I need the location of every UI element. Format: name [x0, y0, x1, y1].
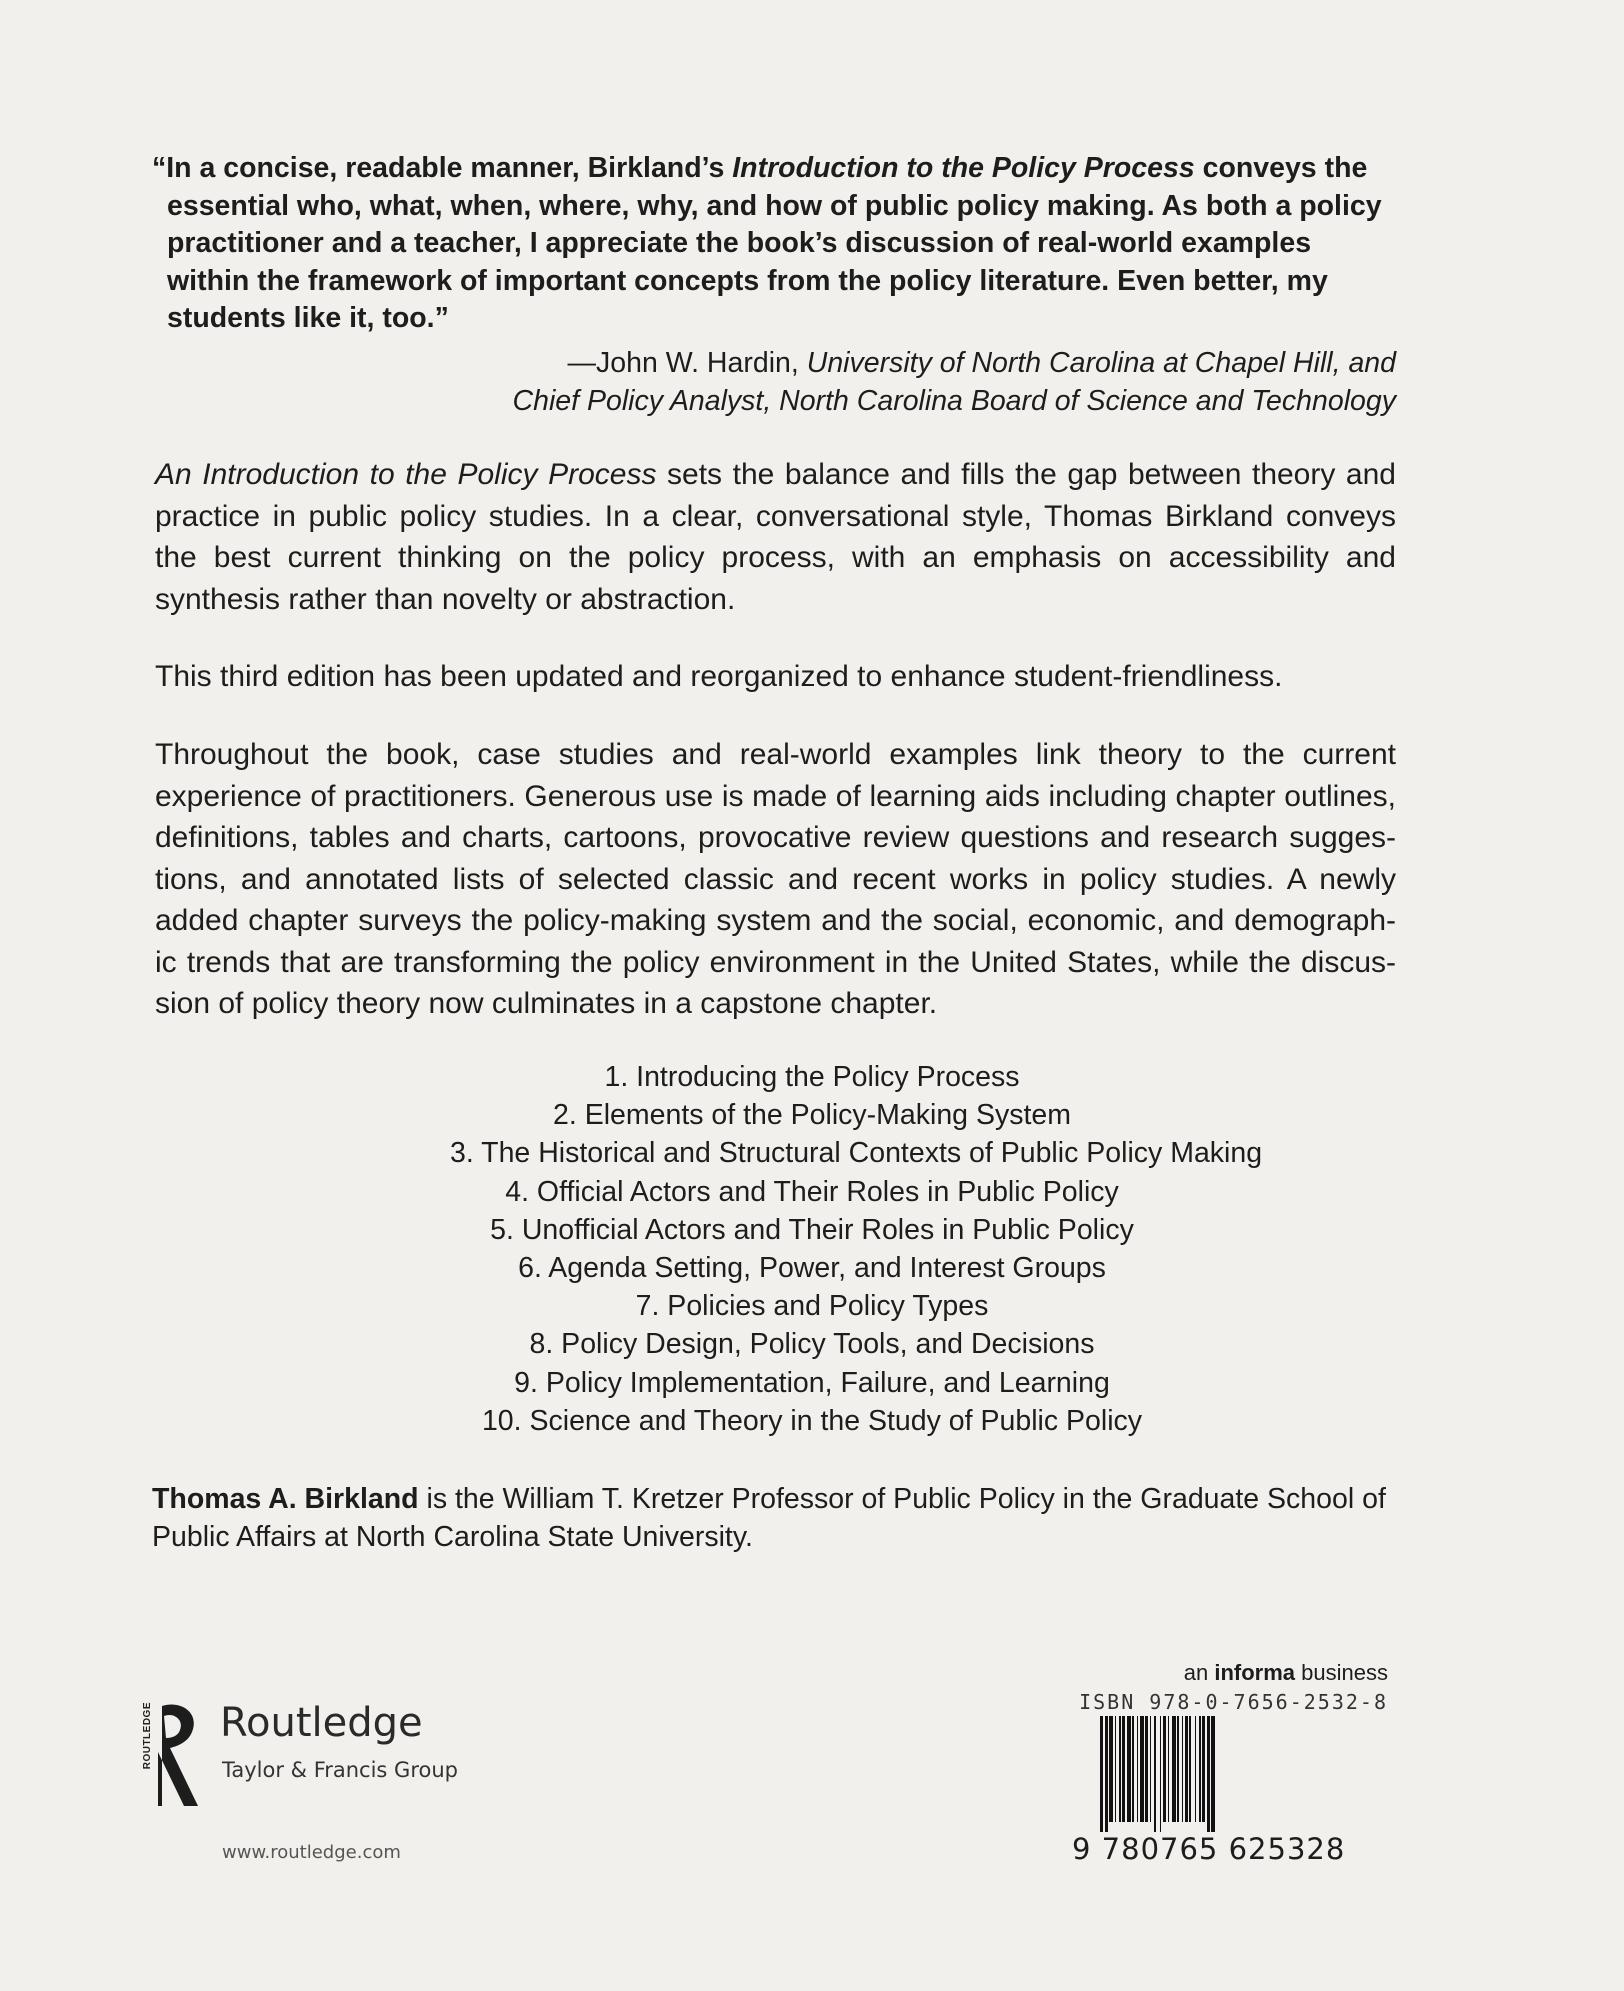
description-paragraph: Throughout the book, case studies and real-world examples link theory to the current experience of practitioners. Generous use is made of learning aids including chapter outlines, definitions, tables and charts, cartoons, provocative review questions and research sugges- tions, and annotated lists of selected classic and recent works in policy studies. A newly added chapter surveys the policy-making system and the social, economic, and demograph- ic trends that are transforming the policy environment in the United States, while the discus- sion of policy theory now culminates in a capstone chapter. [155, 738, 1396, 1020]
barcode-bar [1137, 1716, 1138, 1822]
barcode-bar [1177, 1716, 1179, 1822]
attribution-name: —John W. Hardin, [567, 347, 807, 379]
barcode-bar [1207, 1716, 1210, 1832]
barcode-bar [1127, 1716, 1131, 1822]
barcode-bar [1189, 1716, 1191, 1822]
barcode-bar [1109, 1716, 1113, 1822]
barcode-bar [1150, 1716, 1151, 1822]
barcode-bar [1168, 1716, 1169, 1822]
barcode-bar [1195, 1716, 1196, 1822]
publisher-url: www.routledge.com [222, 1842, 401, 1863]
barcode-icon [1098, 1716, 1362, 1832]
toc-item: 1. Introducing the Policy Process [604, 1061, 1020, 1093]
attribution-affiliation: University of North Carolina at Chapel Hill, and [806, 347, 1396, 379]
toc-item: 4. Official Actors and Their Roles in Public Policy [505, 1175, 1119, 1208]
endorsement-quote [152, 150, 1392, 338]
barcode-bar [1115, 1716, 1116, 1822]
toc-item: 9. Policy Implementation, Failure, and Learning [514, 1366, 1110, 1399]
author-name: Thomas A. Birkland [152, 1483, 419, 1515]
barcode-digits: 9 780765 625328 [1072, 1832, 1346, 1866]
barcode-bar [1163, 1716, 1166, 1822]
quote-line: within the framework of important concepts from the policy literature. Even better, my [167, 264, 1328, 297]
barcode-bar [1100, 1716, 1103, 1832]
barcode-bar [1132, 1716, 1134, 1822]
toc-item: 10. Science and Theory in the Study of Public Policy [481, 1404, 1143, 1437]
toc-item: 2. Elements of the Policy-Making System [553, 1099, 1071, 1132]
barcode-bar [1185, 1716, 1188, 1822]
barcode-bar [1154, 1716, 1156, 1832]
quote-line: students like it, too.” [167, 302, 449, 334]
barcode-bar [1199, 1716, 1201, 1822]
author-bio: Thomas A. Birkland is the William T. Kretzer Professor of Public Policy in the Graduate School of Public Affairs at North Carolina State University. [152, 1483, 1386, 1553]
barcode-bar [1160, 1716, 1161, 1832]
description-paragraph: This third edition has been updated and reorganized to enhance student-friendliness. [155, 660, 1283, 693]
publisher-name: Routledge [220, 1700, 423, 1746]
publisher-group: Taylor & Francis Group [222, 1758, 458, 1782]
barcode-bar [1211, 1716, 1215, 1832]
barcode-bar [1140, 1716, 1144, 1822]
toc-item: 5. Unofficial Actors and Their Roles in Public Policy [490, 1213, 1134, 1246]
barcode-bar [1182, 1716, 1183, 1822]
informa-tagline: an informa business [1183, 1660, 1388, 1685]
book-title: An Introduction to the Policy Process [155, 458, 657, 491]
quote-line: practitioner and a teacher, I appreciate the book’s discussion of real-world examples [167, 227, 1312, 259]
quote-line: “In a concise, readable manner, Birkland’s Introduction to the Policy Process conveys the [152, 152, 1368, 184]
barcode-bar [1172, 1716, 1176, 1822]
quote-line: essential who, what, when, where, why, and how of public policy making. As both a policy [167, 189, 1382, 222]
barcode-bar [1105, 1716, 1108, 1832]
table-of-contents [450, 1058, 1263, 1440]
toc-item: 7. Policies and Policy Types [635, 1290, 989, 1323]
barcode-bar [1122, 1716, 1125, 1822]
description-paragraph: An Introduction to the Policy Process sets the balance and fills the gap between theory and practice in public policy studies. In a clear, conversational style, Thomas Birkland conveys the best current thinking on the policy process, with an emphasis on accessibility and synthesis rather than novelty or abstraction. [155, 458, 1396, 616]
barcode-bar [1145, 1716, 1148, 1822]
isbn-label: ISBN 978-0-7656-2532-8 [1079, 1690, 1388, 1714]
publisher-vertical-text: ROUTLEDGE [142, 1702, 153, 1770]
toc-item: 6. Agenda Setting, Power, and Interest Groups [518, 1252, 1106, 1285]
quote-book-title: Introduction to the Policy Process [732, 152, 1195, 184]
toc-item: 3. The Historical and Structural Contexts of Public Policy Making [450, 1137, 1263, 1170]
barcode-bar [1202, 1716, 1205, 1822]
toc-item: 8. Policy Design, Policy Tools, and Decisions [529, 1328, 1095, 1361]
barcode-bar [1119, 1716, 1121, 1822]
quote-attribution [513, 344, 1396, 420]
attribution-affiliation: Chief Policy Analyst, North Carolina Board of Science and Technology [512, 385, 1396, 417]
